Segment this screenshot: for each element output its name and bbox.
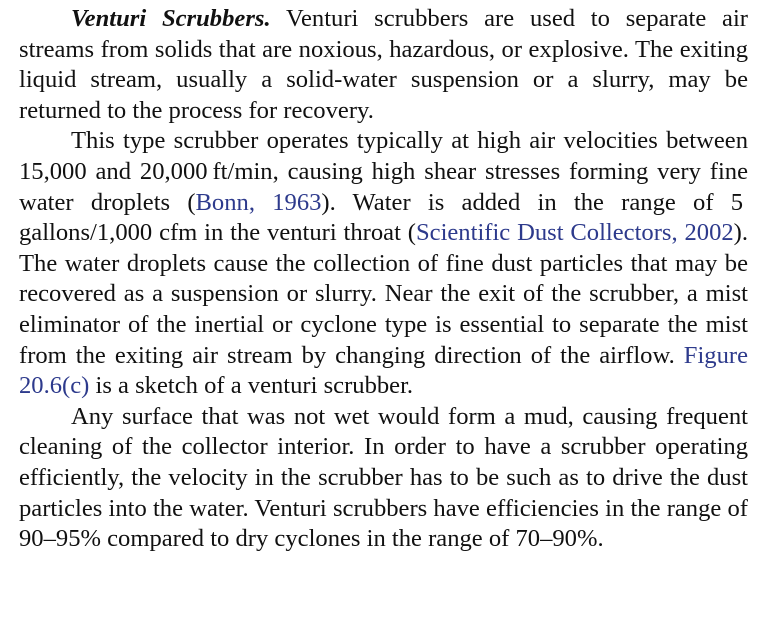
citation-link-bonn-1963[interactable]: Bonn, 1963 <box>195 188 322 216</box>
paragraph-efficiency <box>19 402 748 555</box>
paragraph-operation <box>19 126 748 401</box>
figure-link-20-6c[interactable]: Figure 20.6(c) <box>19 341 748 400</box>
section-run-in-heading: Venturi Scrubbers. <box>71 5 271 32</box>
citation-link-scientific-dust-collectors-2002[interactable]: Scientific Dust Collectors, 2002 <box>415 219 734 247</box>
paragraph-text: ). Water is added in the range of 5 gallons/1,000 cfm in the venturi throat ( <box>19 188 748 247</box>
paragraph-text: ). The water droplets cause the collection of fine dust particles that may be recovered as a suspension or slurry. Near the exit of the scrubber, a mist eliminator of the inertial or cyclone type is essential to separate the mist from the exiting air stream by changing direction of the airflow. <box>19 219 749 369</box>
paragraph-text: This type scrubber operates typically at high air velocities between 15,000 and 20,000 ft/min, causing high shear stresses forming very fine water droplets ( <box>19 127 748 216</box>
paragraph-text: Venturi scrubbers are used to separate air streams from solids that are noxious, hazardous, or explosive. The exiting liquid stream, usually a solid-water suspension or a slurry, may be returned to the process for recovery. <box>19 5 748 124</box>
paragraph-venturi-intro <box>19 4 748 126</box>
paragraph-text: Any surface that was not wet would form a mud, causing frequent cleaning of the collector interior. In order to have a scrubber operating efficiently, the velocity in the scrubber has to be such as to drive the dust particles into the water. Venturi scrubbers have efficiencies in the range of 90–95% compared to dry cyclones in the range of 70–90%. <box>19 402 748 553</box>
paragraph-text: is a sketch of a venturi scrubber. <box>89 372 414 400</box>
